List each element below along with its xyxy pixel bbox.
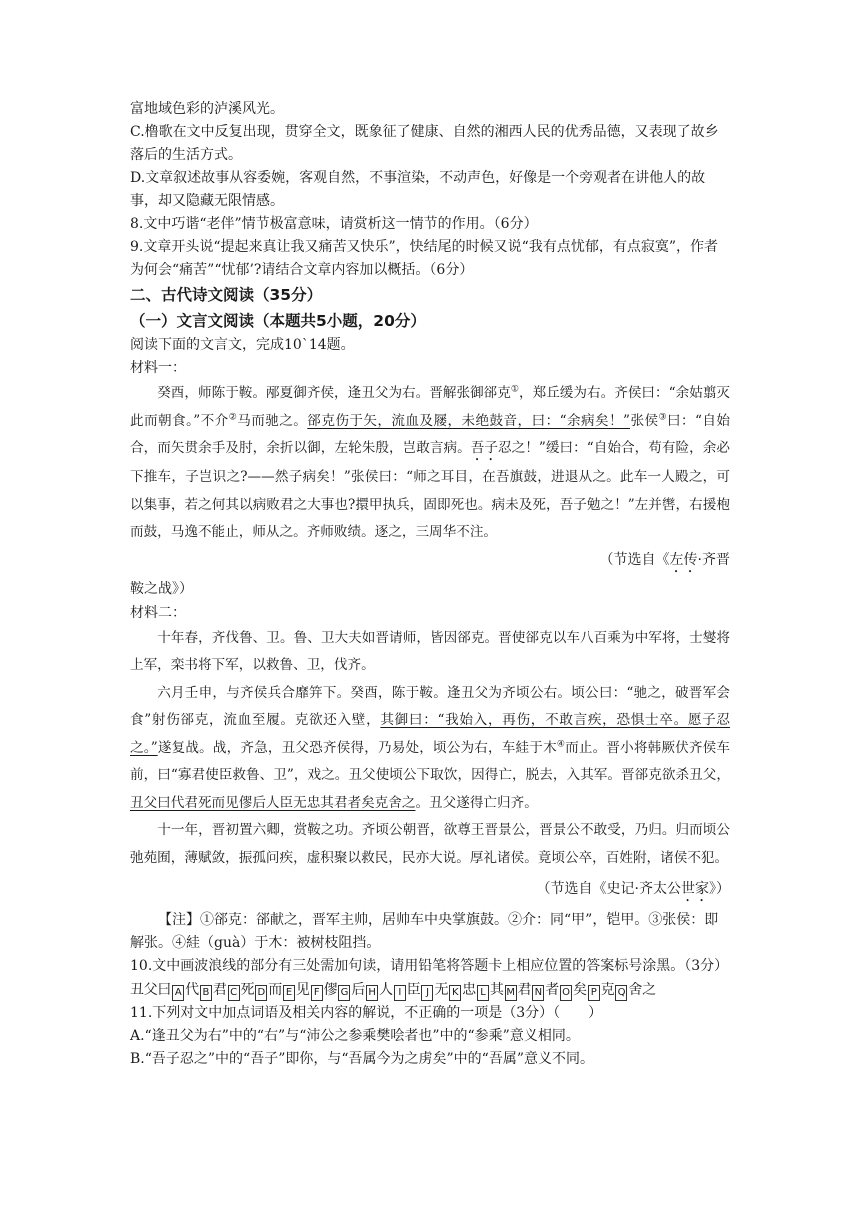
answer-char: 矣 [572, 982, 587, 998]
answer-box[interactable]: A [172, 985, 184, 1001]
answer-box[interactable]: K [449, 985, 461, 1001]
material-2-source: （节选自《史记·齐太公世家》） [536, 881, 730, 897]
answer-char: 父 [143, 982, 158, 998]
material-1-source-cont: 鞍之战》） [130, 580, 193, 597]
answer-box[interactable]: F [311, 985, 323, 1001]
material-2-para-2: 六月壬申，与齐侯兵合靡笄下。癸酉，陈于鞍。逢丑父为齐顷公右。顷公曰：“驰之，破晋军会食”射伤郤克，流血至履。克欲还入壁，其御曰：“我始入，再伤，不敢言疾，恐惧士卒。愿子忍之。”遂复战。战，齐急，丑父恐齐侯得，乃易处，顷公为右，车絓于木④而止。晋小将韩厥伏齐侯车前，曰“寡君使臣救鲁、卫”，戏之。丑父使顷公下取饮，因得亡，脱去，入其军。晋郤克欲杀丑父，丑父曰代君死而见僇后人臣无忠其君者矣克舍之。丑父遂得亡归齐。 [130, 684, 731, 811]
option-d: D.文章叙述故事从容委婉，客观自然，不事渲染，不动声色，好像是一个旁观者在讲他人的故事，却又隐藏无限情感。 [130, 170, 706, 209]
answer-box[interactable]: B [200, 985, 212, 1001]
answer-char: 代 [185, 982, 199, 998]
answer-box[interactable]: E [283, 985, 295, 1001]
question-10: 10.文中画波浪线的部分有三处需加句读，请用铅笔将答题卡上相应位置的答案标号涂黑。（3分） [130, 958, 729, 974]
question-8: 8.文中巧谐“老伴”情节极富意味，请赏析这一情节的作用。（6分） [130, 216, 538, 232]
answer-char: 僇 [323, 982, 338, 998]
material-2-label: 材料二： [130, 604, 186, 621]
section-2-title: 二、古代诗文阅读（35分） [130, 286, 323, 304]
dotted-word-wuzi: 吾子 [470, 440, 498, 456]
answer-char: 君 [517, 982, 532, 998]
answer-box[interactable]: G [338, 985, 350, 1001]
answer-char: 克 [600, 982, 615, 998]
answer-box[interactable]: C [228, 985, 240, 1001]
answer-box[interactable]: J [421, 985, 433, 1001]
answer-char: 而 [268, 982, 282, 998]
material-2-para-3: 十一年，晋初置六卿，赏鞍之功。齐顷公朝晋，欲尊王晋景公，晋景公不敢受，乃归。归而顷公弛苑囿，薄赋敛，振孤问疾，虚积聚以救民，民亦大说。厚礼诸侯。竟顷公卒，百姓附，诸侯不犯。 [130, 822, 730, 866]
answer-char: 无 [434, 982, 449, 998]
answer-box[interactable]: P [588, 985, 600, 1001]
wavy-line-sentence: 丑父曰代君死而见僇后人臣无忠其君者矣克舍之 [130, 794, 416, 811]
answer-box[interactable]: D [255, 985, 267, 1001]
reading-instruction: 阅读下面的文言文，完成10`14题。 [130, 337, 355, 353]
answer-char: 臣 [406, 982, 421, 998]
answer-char: 舍 [628, 982, 643, 998]
material-1-text: 癸酉，师陈于鞍。邴夏御齐侯，逢丑父为右。晋解张御郤克①，郑丘缓为右。齐侯曰：“余姑翦灭此而朝食。”不介②马而驰之。郤克伤于矢，流血及屦，未绝鼓音，曰：“余病矣！”张侯③曰：“自始合，而矢贯余手及肘，余折以御，左轮朱殷，岂敢言病。吾子忍之！”缓曰：“自始合，苟有险，余必下推车，子岂识之?——然子病矣！”张侯曰：“师之耳目，在吾旗鼓，进退从之。此车一人殿之，可以集事，若之何其以病败君之大事也?擐甲执兵，固即死也。病未及死，吾子勉之！”左并辔，右援枹而鼓，马逸不能止，师从之。齐师败绩。逐之，三周华不注。 [130, 384, 731, 540]
answer-box[interactable]: L [477, 985, 489, 1001]
question-11-option-a: A.“逢丑父为右”中的“右”与“沛公之参乘樊哙者也”中的“参乘”意义相同。 [130, 1028, 580, 1044]
answer-box[interactable]: I [394, 985, 406, 1001]
annotation-notes: 【注】①郤克：郤献之，晋军主帅，居帅车中央掌旗鼓。②介：同“甲”，铠甲。③张侯：即解张。④絓（guà）于木：被树枝阻挡。 [130, 912, 719, 951]
material-1-label: 材料一： [130, 360, 186, 376]
option-b-continuation: 富地域色彩的泸溪风光。 [130, 101, 284, 117]
answer-char: 丑 [130, 982, 144, 998]
question-11-option-b: B.“吾子忍之”中的“吾子”即你，与“吾属今为之虏矣”中的“吾属”意义不同。 [130, 1051, 594, 1067]
underlined-sentence-2: 其御曰：“我始入，再伤，不敢言疾，恐惧士卒。愿子忍之。” [130, 712, 731, 756]
answer-box[interactable]: O [560, 985, 572, 1001]
option-c: C.橹歌在文中反复出现，贯穿全文，既象征了健康、自然的湘西人民的优秀品德，又表现了故乡落后的生活方式。 [130, 124, 719, 163]
answer-char: 者 [545, 982, 559, 998]
material-2-para-1: 十年春，齐伐鲁、卫。鲁、卫大夫如晋请师，皆因郤克。晋使郤克以车八百乘为中军将，士燮将上军，栾书将下军，以救鲁、卫，伐齐。 [130, 629, 730, 673]
answer-char: 君 [212, 982, 227, 998]
document-page [130, 98, 730, 1071]
answer-char: 其 [489, 982, 504, 998]
answer-char: 死 [240, 982, 255, 998]
question-11: 11.下列对文中加点词语及相关内容的解说，不正确的一项是（3分）（ ） [130, 1005, 603, 1021]
answer-char: 人 [379, 982, 393, 998]
answer-box[interactable]: N [532, 985, 544, 1001]
punctuation-answer-line [130, 978, 730, 1002]
material-1-source: （节选自《左传·齐晋 [599, 551, 730, 568]
answer-char: 曰 [157, 982, 172, 998]
answer-box[interactable]: H [366, 985, 378, 1001]
subsection-title: （一）文言文阅读（本题共5小题，20分） [130, 312, 426, 330]
answer-box[interactable]: Q [615, 985, 627, 1001]
answer-char: 后 [351, 982, 366, 998]
answer-char: 忠 [462, 982, 476, 998]
answer-char: 见 [295, 982, 310, 998]
underlined-sentence-1: 郤克伤于矢，流血及屦，未绝鼓音，曰：“余病矣！” [307, 412, 631, 429]
question-9: 9.文章开头说“提起来真让我又痛苦又快乐”，快结尾的时候又说“我有点忧郁，有点寂寞”，作者为何会“痛苦”“忧郁’?请结合文章内容加以概括。（6分） [130, 239, 718, 278]
answer-box[interactable]: M [505, 985, 517, 1001]
answer-char: 之 [642, 982, 656, 998]
